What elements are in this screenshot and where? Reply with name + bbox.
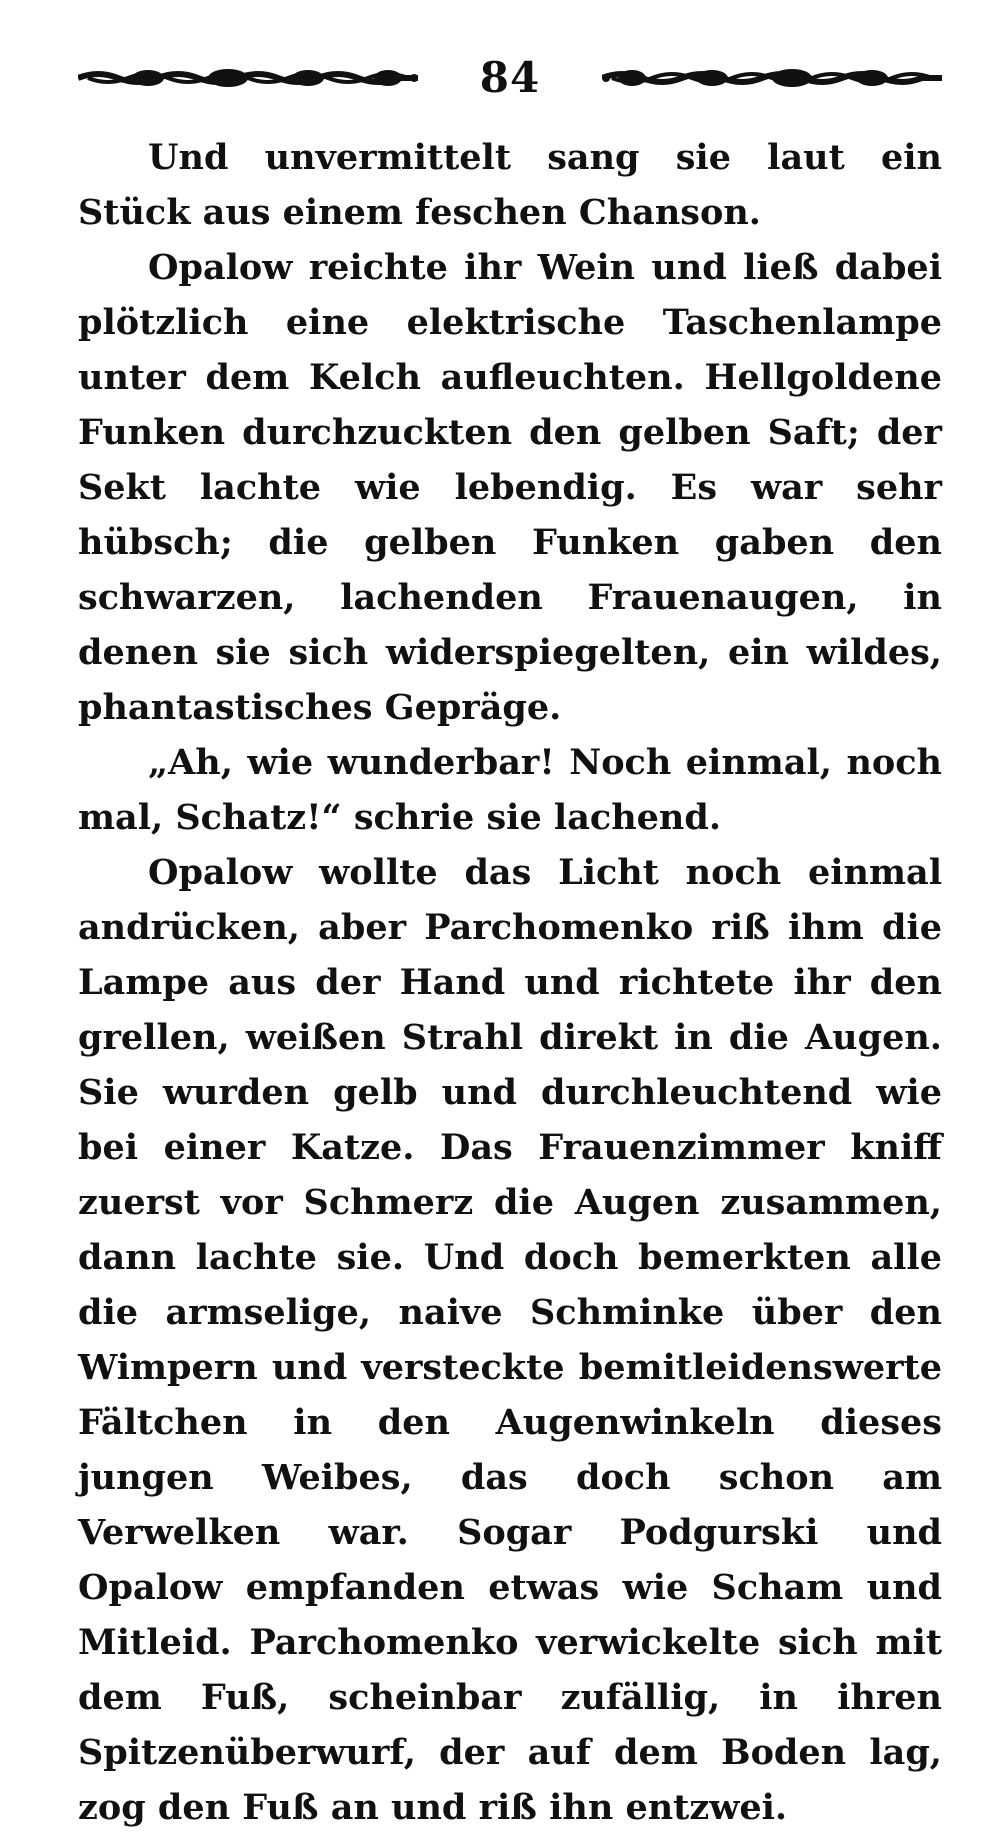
- paragraph: „Ah, wie wunderbar! Noch einmal, noch mal, Schatz!“ schrie sie lachend.: [78, 742, 942, 838]
- paragraph: Opalow reichte ihr Wein und ließ dabei plötzlich eine elektrische Taschenlampe unter dem Kelch aufleuchten. Hellgoldene Funken durchzuckten den gelben Saft; der Sekt lachte wie lebendig. Es war sehr hübsch; die gelben Funken gaben den schwarzen, lachenden Frauenaugen, in denen sie sich widerspiegelten, ein wildes, phantastisches Gepräge.: [78, 247, 942, 728]
- paragraph: Und unvermittelt sang sie laut ein Stück aus einem feschen Chanson.: [78, 137, 942, 233]
- ornament-right-icon: [602, 66, 942, 90]
- page-header: [78, 52, 942, 104]
- body-text: [78, 130, 942, 1835]
- page-number: 84: [479, 53, 541, 102]
- paragraph: Opalow wollte das Licht noch einmal andrücken, aber Parchomenko riß ihm die Lampe aus der Hand und richtete ihr den grellen, weißen Strahl direkt in die Augen. Sie wurden gelb und durchleuchtend wie bei einer Katze. Das Frauenzimmer kniff zuerst vor Schmerz die Augen zusammen, dann lachte sie. Und doch bemerkten alle die armselige, naive Schminke über den Wimpern und versteckte bemitleidenswerte Fältchen in den Augenwinkeln dieses jungen Weibes, das doch schon am Verwelken war. Sogar Podgurski und Opalow empfanden etwas wie Scham und Mitleid. Parchomenko verwickelte sich mit dem Fuß, scheinbar zufällig, in ihren Spitzenüberwurf, der auf dem Boden lag, zog den Fuß an und riß ihn entzwei.: [78, 852, 942, 1828]
